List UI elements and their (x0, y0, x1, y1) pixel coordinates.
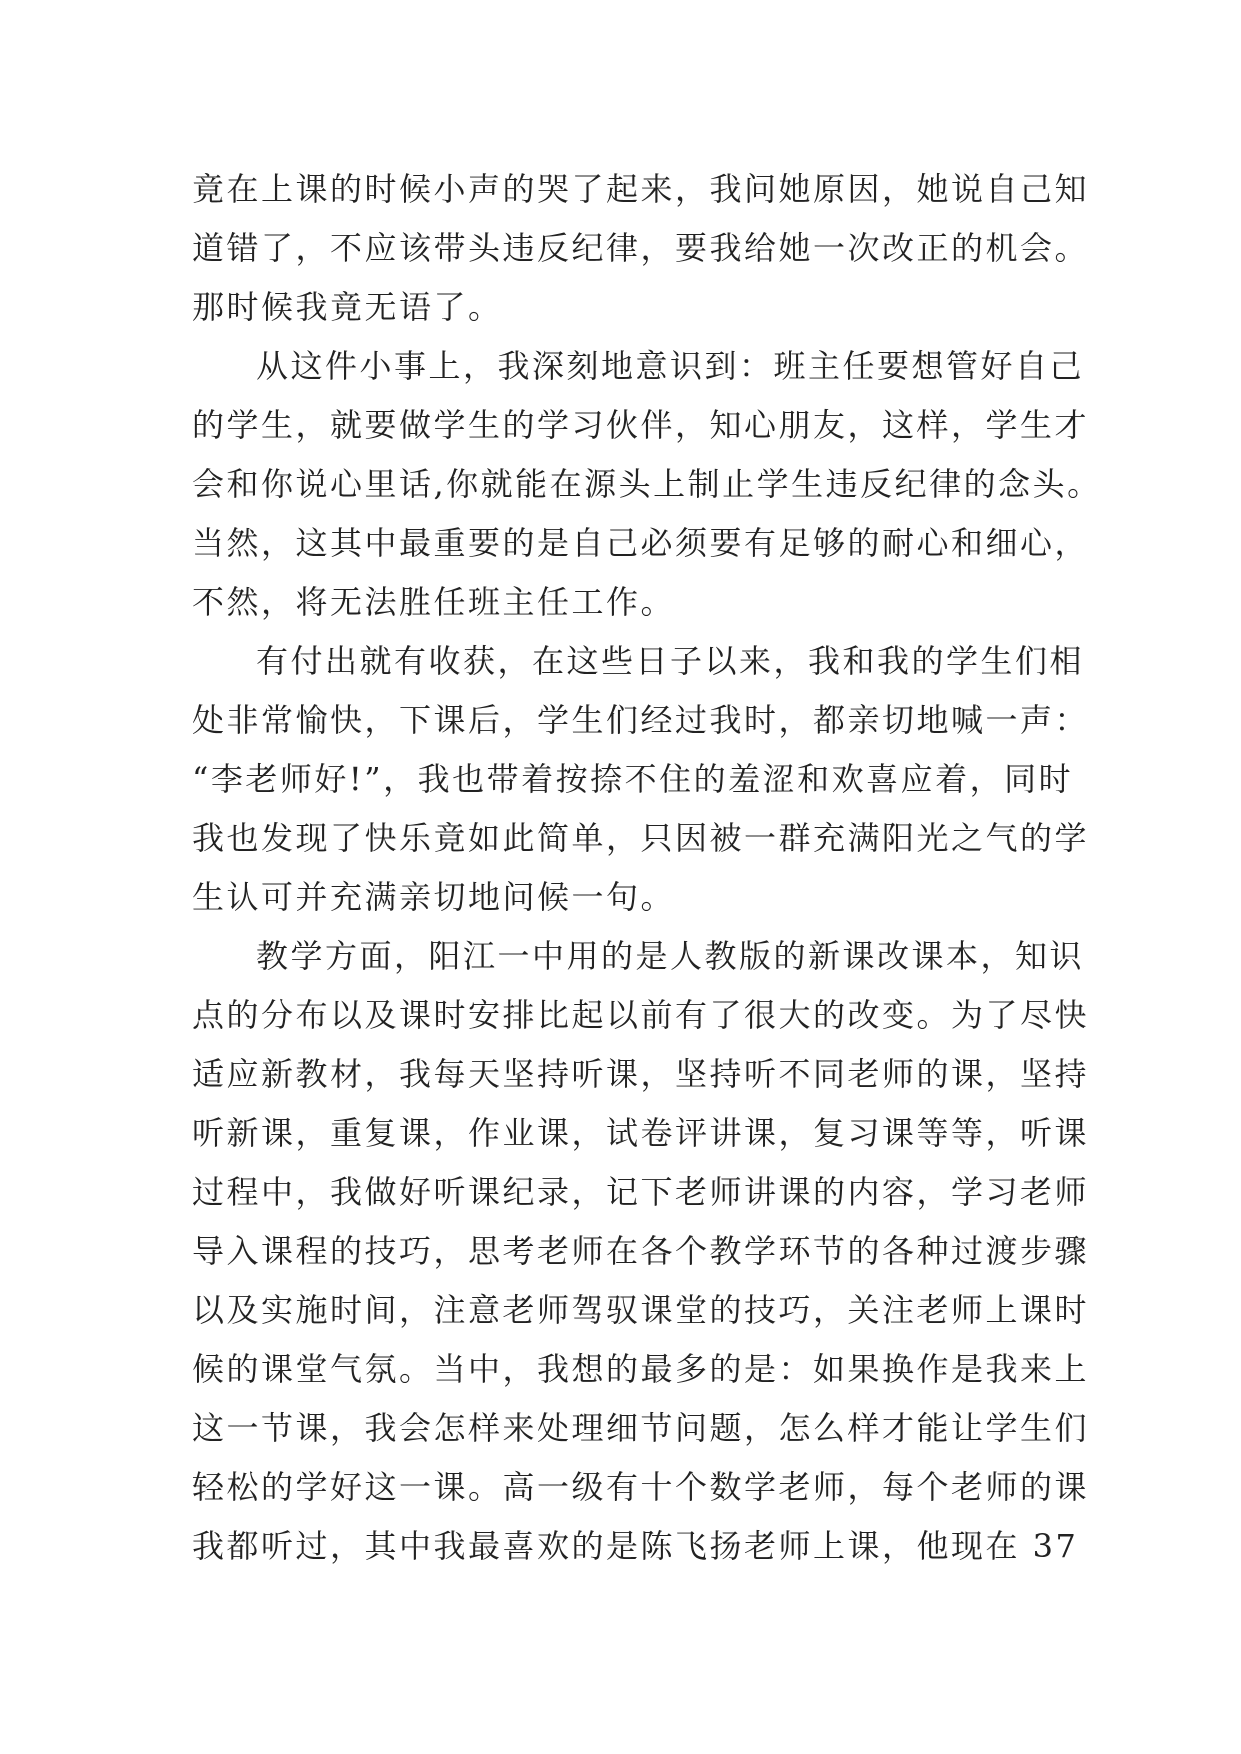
text-line: 我都听过，其中我最喜欢的是陈飞扬老师上课，他现在 37 (192, 1527, 1079, 1565)
text-line: 那时候我竟无语了。 (192, 288, 503, 326)
text-line: 处非常愉快，下课后，学生们经过我时，都亲切地喊一声： (192, 701, 1090, 739)
text-line: 不然，将无法胜任班主任工作。 (192, 583, 676, 621)
text-line: 生认可并充满亲切地问候一句。 (192, 878, 676, 916)
text-line: 导入课程的技巧，思考老师在各个教学环节的各种过渡步骤 (192, 1232, 1090, 1270)
text-line: “李老师好!”，我也带着按捺不住的羞涩和欢喜应着，同时 (192, 760, 1074, 798)
paragraph-first-line: 教学方面，阳江一中用的是人教版的新课改课本，知识 (256, 937, 1085, 975)
text-line: 点的分布以及课时安排比起以前有了很大的改变。为了尽快 (192, 996, 1090, 1034)
text-line: 这一节课，我会怎样来处理细节问题，怎么样才能让学生们 (192, 1409, 1090, 1447)
text-line: 轻松的学好这一课。高一级有十个数学老师，每个老师的课 (192, 1468, 1090, 1506)
text-line: 适应新教材，我每天坚持听课，坚持听不同老师的课，坚持 (192, 1055, 1090, 1093)
paragraph-first-line: 有付出就有收获，在这些日子以来，我和我的学生们相 (256, 642, 1085, 680)
text-line: 竟在上课的时候小声的哭了起来，我问她原因，她说自己知 (192, 170, 1090, 208)
text-line: 的学生，就要做学生的学习伙伴，知心朋友，这样，学生才 (192, 406, 1090, 444)
text-line: 会和你说心里话,你就能在源头上制止学生违反纪律的念头。 (192, 465, 1102, 503)
text-line: 我也发现了快乐竟如此简单，只因被一群充满阳光之气的学 (192, 819, 1090, 857)
text-line: 候的课堂气氛。当中，我想的最多的是：如果换作是我来上 (192, 1350, 1090, 1388)
paragraph-first-line: 从这件小事上，我深刻地意识到：班主任要想管好自己 (256, 347, 1085, 385)
body-text (192, 160, 1102, 1576)
text-line: 听新课，重复课，作业课，试卷评讲课，复习课等等，听课 (192, 1114, 1090, 1152)
text-line: 以及实施时间，注意老师驾驭课堂的技巧，关注老师上课时 (192, 1291, 1090, 1329)
text-line: 道错了，不应该带头违反纪律，要我给她一次改正的机会。 (192, 229, 1090, 267)
text-line: 当然，这其中最重要的是自己必须要有足够的耐心和细心， (192, 524, 1090, 562)
text-line: 过程中，我做好听课纪录，记下老师讲课的内容，学习老师 (192, 1173, 1090, 1211)
